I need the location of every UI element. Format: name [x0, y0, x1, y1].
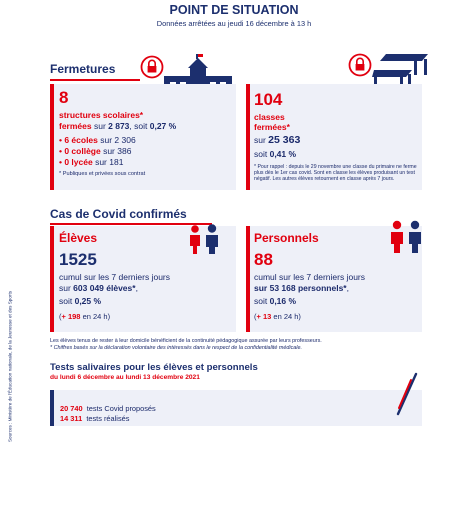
personnels-count: 88: [254, 250, 273, 269]
structures-total: 2 873: [108, 121, 130, 131]
personnels-title: Personnels: [254, 231, 319, 245]
tests-proposes-value: 20 740: [60, 404, 83, 413]
structures-ratio: [59, 121, 176, 132]
personnels-delta-open: (: [254, 312, 257, 321]
personnels-total: sur 53 168 personnels*: [254, 283, 347, 293]
college-total: sur 386: [100, 146, 132, 156]
classes-closed-label: fermées*: [254, 122, 290, 132]
personnels-comma: ,: [346, 283, 349, 293]
personnels-soit: soit: [254, 296, 270, 306]
eleves-line3: [59, 296, 101, 307]
structures-sur: sur: [91, 121, 109, 131]
personnels-percent: 0,16 %: [269, 296, 297, 306]
structures-count: 8: [59, 88, 69, 107]
classes-total: 25 363: [268, 134, 301, 146]
classes-percent-line: [254, 149, 296, 160]
tests-row-realises: [60, 414, 129, 423]
classes-count: 104: [254, 90, 283, 109]
classes-percent: 0,41 %: [269, 149, 297, 159]
tests-period: du lundi 6 décembre au lundi 13 décembre 2021: [50, 374, 200, 381]
tests-row-proposes: [60, 404, 156, 413]
eleves-percent: 0,25 %: [74, 296, 102, 306]
lock-icon: [140, 55, 164, 79]
personnels-delta-close: en 24 h): [271, 312, 301, 321]
eleves-delta-value: + 198: [61, 312, 81, 321]
classes-footnote: * Pour rappel : depuis le 29 novembre une classe du primaire ne ferme plus dès le 1er cas covid. Sont en classe les élèves produisant un test négatif. Les autres élèves retournent en classe après 7 jours.: [254, 164, 417, 183]
covid-note-declaration: * Chiffres basés sur la déclaration volontaire des intéressés dans le respect de la confidentialité médicale.: [50, 345, 302, 351]
structures-item-lycee: [59, 157, 123, 168]
students-icon: [186, 224, 224, 254]
college-label: • 0 collège: [59, 146, 101, 156]
test-swab-icon: [394, 372, 420, 418]
ecoles-label: • 6 écoles: [59, 135, 98, 145]
covid-note-continuity: Les élèves tenus de rester à leur domicile bénéficient de la continuité pédagogique assurée par leurs professeurs.: [50, 338, 322, 344]
personnels-delta-value: + 13: [256, 312, 272, 321]
personnels-card-accent: [246, 226, 250, 332]
eleves-title: Élèves: [59, 231, 98, 245]
eleves-comma: ,: [135, 283, 138, 293]
eleves-soit: soit: [59, 296, 75, 306]
tests-realises-value: 14 311: [60, 414, 83, 423]
personnels-line1: cumul sur les 7 derniers jours: [254, 272, 366, 282]
eleves-line2: [59, 283, 138, 294]
tests-realises-label: tests réalisés: [86, 414, 130, 423]
eleves-sur: sur: [59, 283, 74, 293]
eleves-line1: cumul sur les 7 derniers jours: [59, 272, 171, 282]
tests-heading: Tests salivaires pour les élèves et personnels: [50, 362, 258, 373]
personnels-delta: [254, 311, 301, 322]
classes-sur: sur: [254, 135, 269, 145]
classes-soit: soit: [254, 149, 270, 159]
classes-label: classes: [254, 112, 285, 122]
personnels-line2: [254, 283, 349, 294]
structures-item-college: [59, 146, 131, 157]
structures-footnote: * Publiques et privées sous contrat: [59, 171, 146, 177]
eleves-delta-open: (: [59, 312, 62, 321]
eleves-total: 603 049 élèves*: [73, 283, 136, 293]
page-title: POINT DE SITUATION: [169, 3, 299, 17]
page-subtitle: Données arrêtées au jeudi 16 décembre à 13 h: [156, 19, 312, 28]
covid-heading: Cas de Covid confirmés: [50, 207, 187, 221]
lock-icon-classes: [348, 53, 372, 77]
eleves-count: 1525: [59, 250, 97, 269]
structures-soit: , soit: [129, 121, 150, 131]
fermetures-heading: Fermetures: [50, 62, 116, 76]
personnels-line3: [254, 296, 296, 307]
structures-label: structures scolaires*: [59, 110, 144, 120]
lycee-total: sur 181: [92, 157, 124, 167]
structures-percent: 0,27 %: [149, 121, 177, 131]
structures-card-accent: [50, 84, 54, 190]
source-text: Sources : Ministère de l'Éducation nationale, de la Jeunesse et des Sports: [7, 290, 13, 443]
classes-card-accent: [246, 84, 250, 190]
classes-ratio: [254, 134, 300, 146]
eleves-delta: [59, 311, 110, 322]
fermetures-underline: [50, 79, 140, 81]
staff-icon: [388, 220, 426, 254]
tests-card-accent: [50, 390, 54, 426]
ecoles-total: sur 2 306: [97, 135, 136, 145]
tests-proposes-label: tests Covid proposés: [86, 404, 156, 413]
eleves-card-accent: [50, 226, 54, 332]
structures-closed-label: fermées: [59, 121, 92, 131]
lycee-label: • 0 lycée: [59, 157, 93, 167]
eleves-delta-close: en 24 h): [80, 312, 111, 321]
structures-item-ecoles: [59, 135, 136, 146]
